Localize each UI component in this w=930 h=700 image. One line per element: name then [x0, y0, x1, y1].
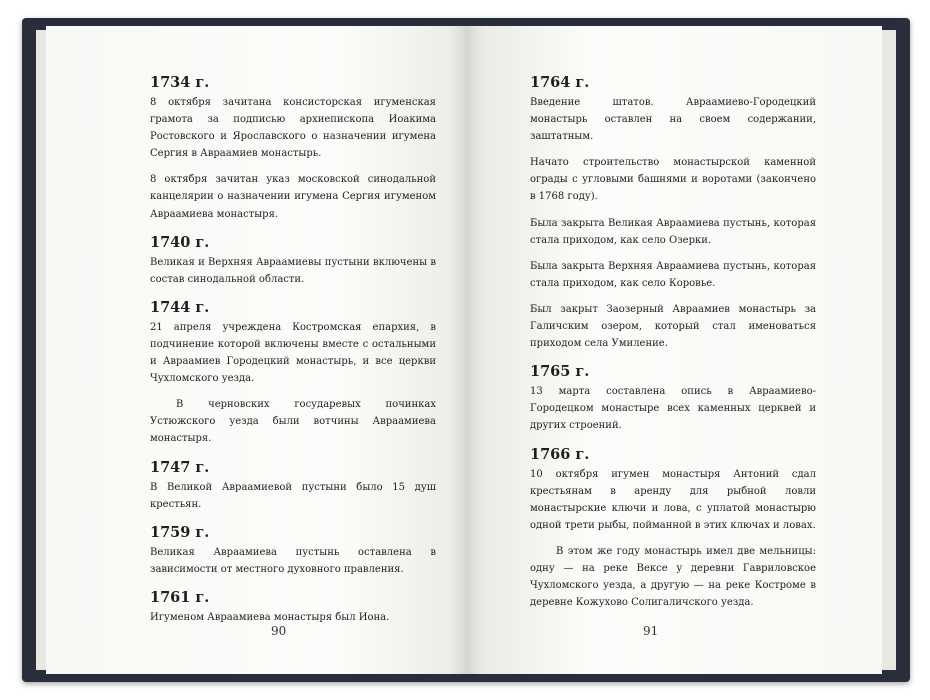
entry-paragraph: Игуменом Авраамиева монастыря был Иона. — [150, 611, 390, 623]
entry-paragraph: Великая и Верхняя Авраамиевы пустыни включены в состав синодальной области. — [150, 256, 436, 285]
year-heading: 1764 г. — [530, 74, 590, 91]
year-heading: 1765 г. — [530, 363, 590, 381]
year-heading: 1759 г. — [150, 523, 210, 541]
entry-paragraph: 8 октября зачитан указ московской синодальной канцелярии о назначении игумена Сергия игуменом Авраамиева монастыря. — [150, 174, 436, 220]
year-heading: 1740 г. — [150, 233, 210, 251]
entry-paragraph: Великая Авраамиева пустынь оставлена в зависимости от местного духовного правления. — [150, 546, 436, 575]
year-heading: 1761 г. — [150, 588, 210, 606]
entry-paragraph: Введение штатов. Авраамиево-Городецкий монастырь оставлен на своем содержании, заштатным. — [530, 97, 816, 143]
year-heading: 1744 г. — [150, 298, 210, 316]
page-block-edge-right — [880, 30, 896, 670]
entry-paragraph: В черновских государевых починках Устюжского уезда были вотчины Авраамиева монастыря. — [150, 399, 436, 445]
entry-paragraph: В этом же году монастырь имел две мельницы: одну — на реке Вексе у деревни Гавриловское Чухломского уезда, а другую — на реке Костроме в деревне Кожухово Солигаличского уезда. — [530, 545, 816, 609]
year-heading: 1766 г. — [530, 445, 590, 463]
entry-paragraph: Была закрыта Великая Авраамиева пустынь, которая стала приходом, как село Озерки. — [530, 217, 816, 246]
page-number-right: 91 — [643, 624, 659, 638]
left-page-text — [150, 72, 436, 635]
entry-paragraph: 8 октября зачитана консисторская игуменская грамота за подписью архиепископа Иоакима Ростовского и Ярославского о назначении игумена Сергия в Авраамиев монастырь. — [150, 97, 436, 160]
right-page-text — [530, 72, 816, 620]
year-heading: 1747 г. — [150, 458, 210, 476]
entry-paragraph: В Великой Авраамиевой пустыни было 15 душ крестьян. — [150, 481, 436, 510]
entry-paragraph: 10 октября игумен монастыря Антоний сдал крестьянам в аренду для рыбной ловли монастырские ключи и лова, с уплатой монастырю одной трети рыбы, пойманной в этих ключах и ловах. — [530, 468, 816, 531]
entry-paragraph: 21 апреля учреждена Костромская епархия, в подчинение которой включены вместе с остальными и Авраамиев Городецкий монастырь, и все церкви Чухломского уезда. — [150, 321, 436, 385]
entry-paragraph: Был закрыт Заозерный Авраамиев монастырь за Галичским озером, который стал именоваться приходом села Умиление. — [530, 303, 816, 350]
entry-paragraph: Была закрыта Верхняя Авраамиева пустынь, которая стала приходом, как село Коровье. — [530, 260, 816, 289]
year-heading: 1734 г. — [150, 74, 210, 91]
entry-paragraph: 13 марта составлена опись в Авраамиево-Городецком монастыре всех каменных церквей и других строений. — [530, 386, 816, 432]
page-number-left: 90 — [271, 624, 287, 638]
entry-paragraph: Начато строительство монастырской каменной ограды с угловыми башнями и воротами (закончено в 1768 году). — [530, 157, 816, 203]
